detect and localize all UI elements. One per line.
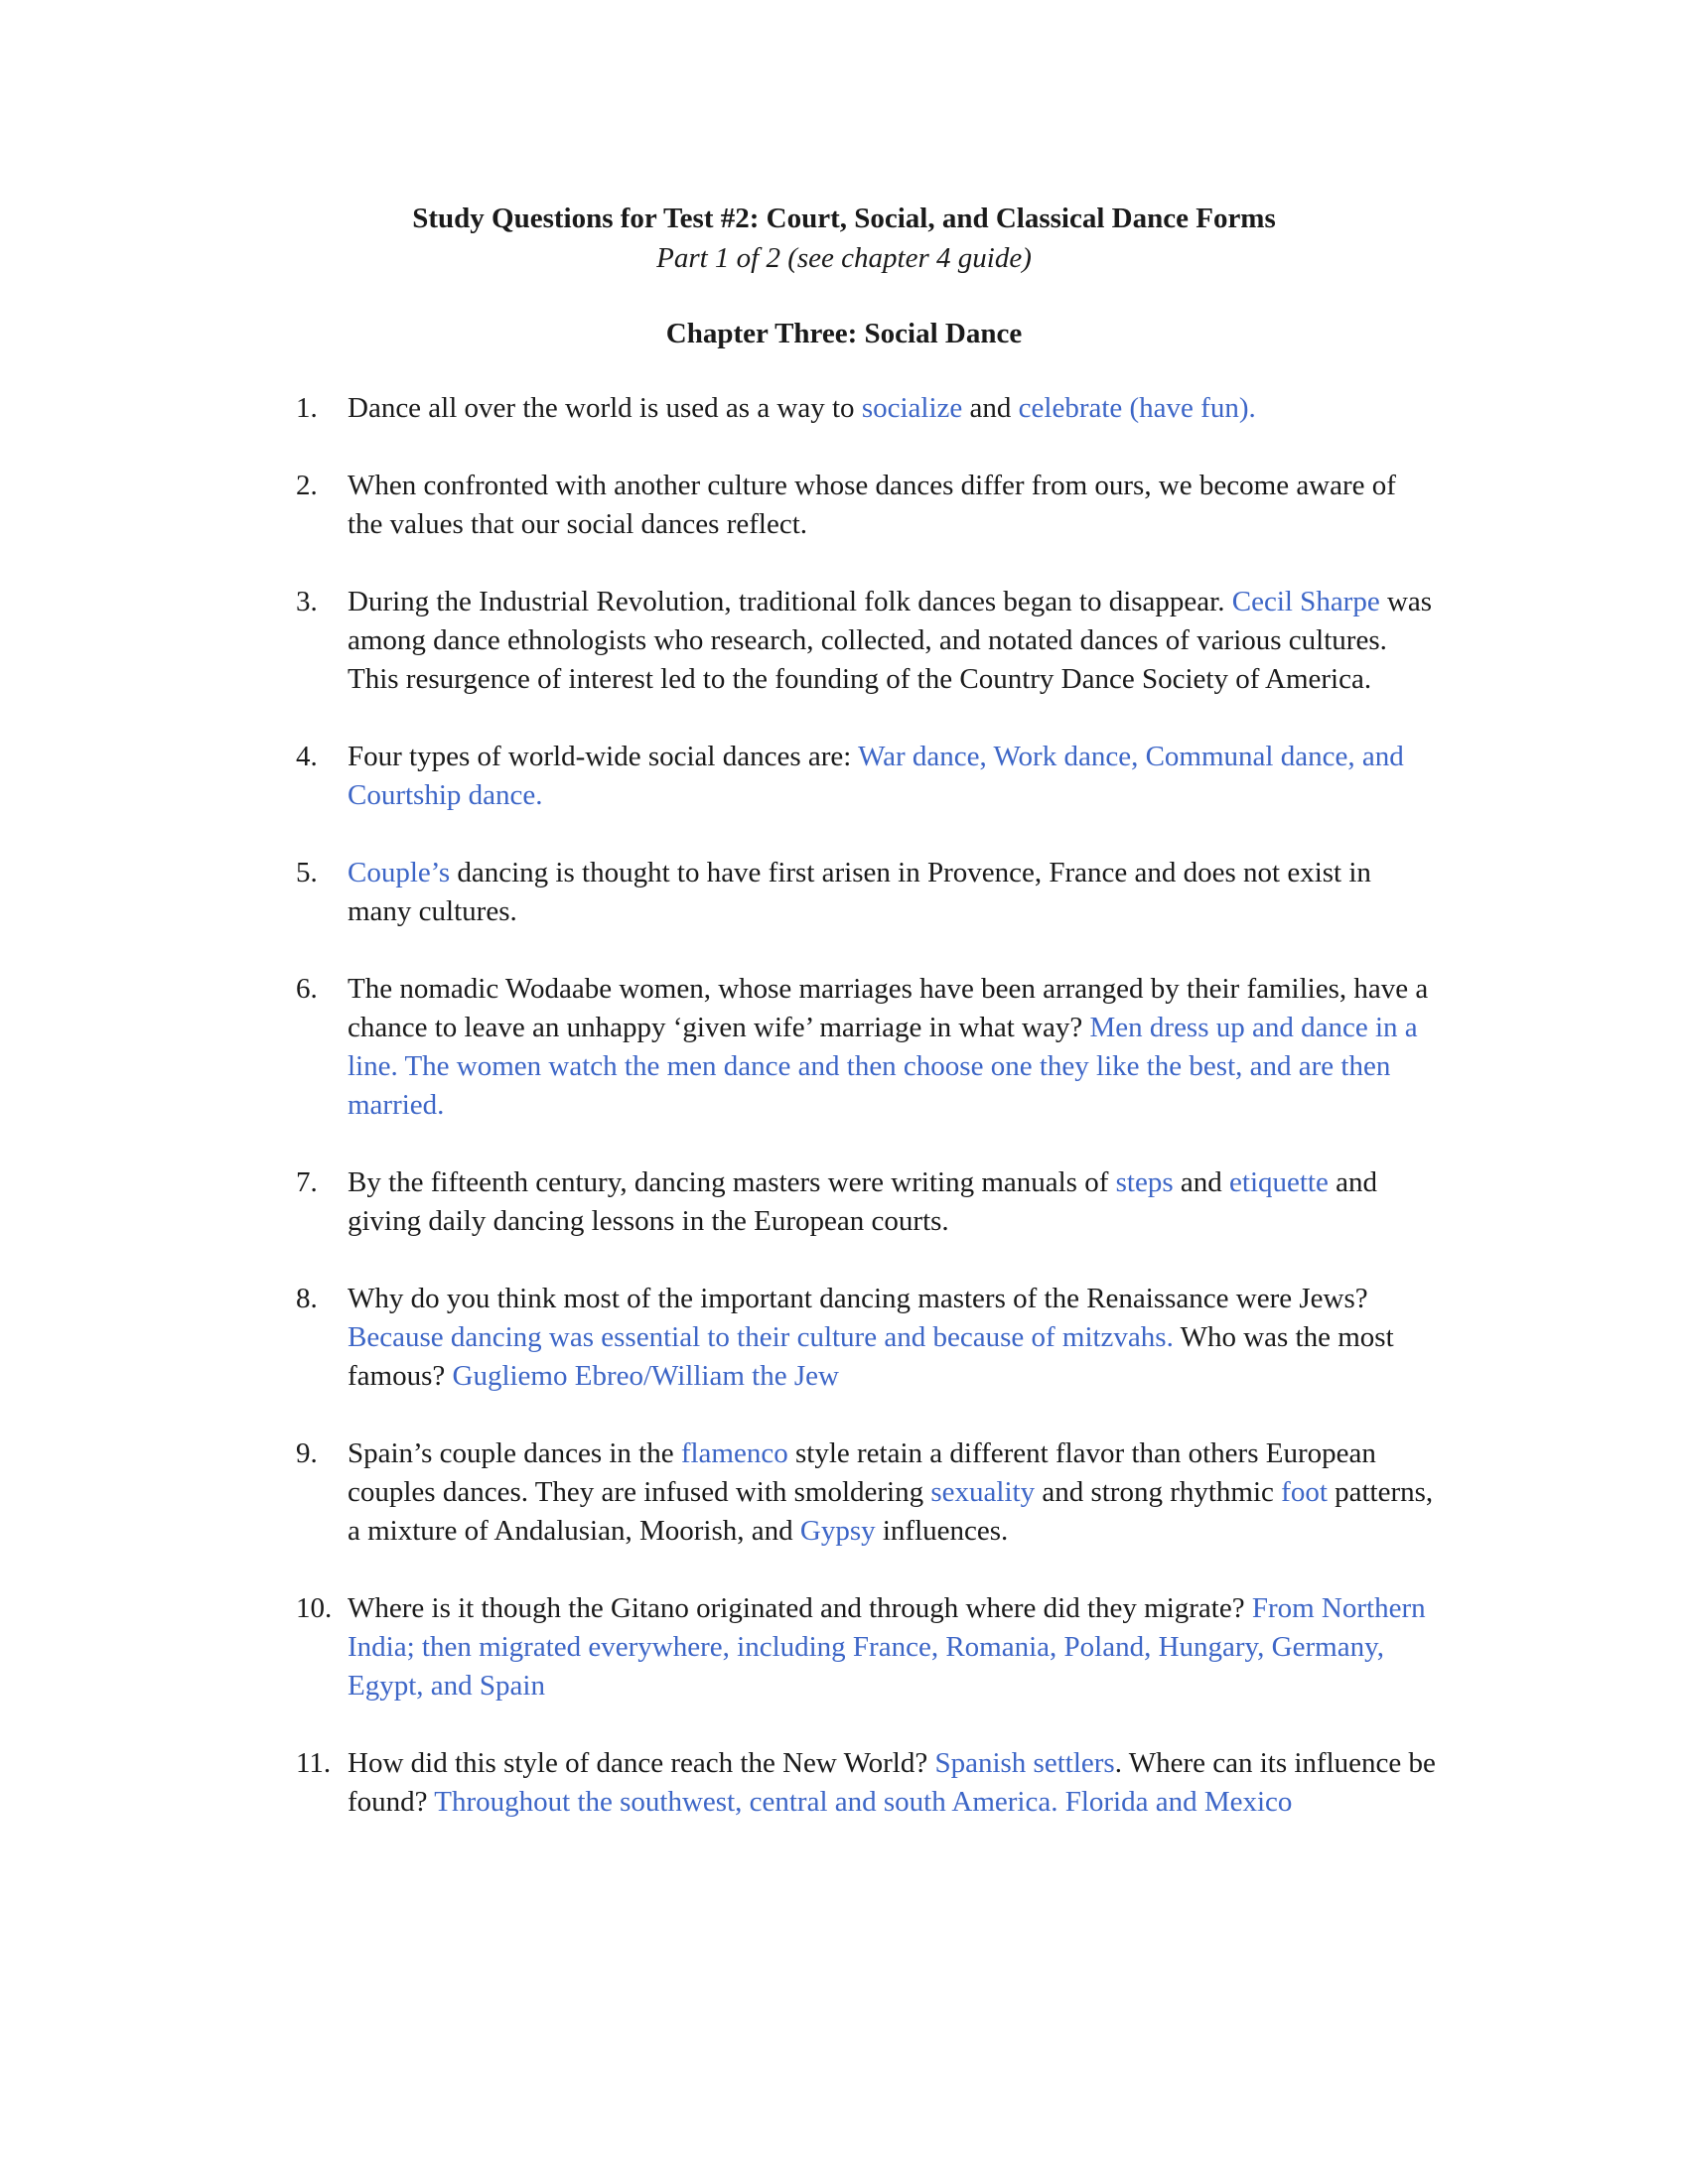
prompt-text: . Where can its influence be found?	[348, 1747, 1436, 1818]
question-item	[296, 467, 1438, 544]
answer-text: Because dancing was essential to their culture and because of mitzvahs.	[348, 1321, 1174, 1353]
prompt-text: Four types of world-wide social dances are:	[348, 741, 859, 772]
question-number: 11.	[296, 1747, 332, 1779]
prompt-text: patterns, a mixture of Andalusian, Moorish, and	[348, 1476, 1434, 1547]
answer-text: flamenco	[680, 1437, 788, 1469]
question-item	[296, 1434, 1438, 1551]
question-text	[348, 973, 1428, 1121]
question-text	[348, 857, 1371, 927]
question-item	[296, 970, 1438, 1125]
prompt-text: By the fifteenth century, dancing masters were writing manuals of	[348, 1166, 1116, 1198]
question-number: 8.	[296, 1283, 318, 1314]
document-header	[0, 199, 1688, 353]
question-item	[296, 1280, 1438, 1396]
question-text	[348, 1166, 1377, 1237]
answer-text: From Northern India; then migrated everywhere, including France, Romania, Poland, Hungary, Germany, Egypt, and Spain	[348, 1592, 1426, 1702]
prompt-text: When confronted with another culture whose dances differ from ours, we become aware of the values that our social dances reflect.	[348, 470, 1396, 540]
prompt-text: During the Industrial Revolution, traditional folk dances began to disappear.	[348, 586, 1232, 617]
question-number: 7.	[296, 1166, 318, 1198]
question-number: 4.	[296, 741, 318, 772]
question-text	[348, 1437, 1433, 1547]
prompt-text: Who was the most famous?	[348, 1321, 1394, 1392]
question-text	[348, 1747, 1436, 1818]
prompt-text: dancing is thought to have first arisen in Provence, France and does not exist in many cultures.	[348, 857, 1371, 927]
answer-text: celebrate (have fun).	[1018, 392, 1256, 424]
prompt-text: The nomadic Wodaabe women, whose marriages have been arranged by their families, have a chance to leave an unhappy ‘given wife’ marriage in what way?	[348, 973, 1429, 1043]
question-item	[296, 854, 1438, 931]
prompt-text: style retain a different flavor than others European couples dances. They are infused with smoldering	[348, 1437, 1376, 1508]
question-number: 9.	[296, 1437, 318, 1469]
prompt-text: was among dance ethnologists who research, collected, and notated dances of various cultures. This resurgence of interest led to the founding of the Country Dance Society of America.	[348, 586, 1433, 695]
prompt-text: influences.	[875, 1515, 1009, 1547]
question-text	[348, 1283, 1394, 1392]
prompt-text: Spain’s couple dances in the	[348, 1437, 681, 1469]
answer-text: etiquette	[1229, 1166, 1329, 1198]
prompt-text: and giving daily dancing lessons in the European courts.	[348, 1166, 1377, 1237]
prompt-text: Why do you think most of the important dancing masters of the Renaissance were Jews?	[348, 1283, 1368, 1314]
question-text	[348, 586, 1432, 695]
question-text	[348, 741, 1404, 811]
answer-text: Gypsy	[799, 1515, 876, 1547]
prompt-text: and	[962, 392, 1019, 424]
question-item	[296, 1744, 1438, 1822]
answer-text: Couple’s	[348, 857, 451, 888]
chapter-heading: Chapter Three: Social Dance	[665, 318, 1023, 349]
question-number: 3.	[296, 586, 318, 617]
question-list	[296, 389, 1438, 1860]
document-subtitle: Part 1 of 2 (see chapter 4 guide)	[656, 242, 1032, 274]
document-title: Study Questions for Test #2: Court, Social, and Classical Dance Forms	[412, 203, 1276, 234]
question-text	[348, 392, 1256, 424]
answer-text: socialize	[861, 392, 963, 424]
prompt-text: How did this style of dance reach the New World?	[348, 1747, 935, 1779]
answer-text: Men dress up and dance in a line. The women watch the men dance and then choose one they like the best, and are then married.	[348, 1012, 1418, 1121]
question-item	[296, 1589, 1438, 1706]
prompt-text: Dance all over the world is used as a way to	[348, 392, 862, 424]
answer-text: Throughout the southwest, central and south America. Florida and Mexico	[434, 1786, 1293, 1818]
prompt-text: and strong rhythmic	[1035, 1476, 1282, 1508]
answer-text: Gugliemo Ebreo/William the Jew	[452, 1360, 839, 1392]
question-text	[348, 1592, 1426, 1702]
answer-text: foot	[1281, 1476, 1328, 1508]
question-item	[296, 389, 1438, 428]
answer-text: War dance, Work dance, Communal dance, and Courtship dance.	[348, 741, 1404, 811]
question-item	[296, 738, 1438, 815]
answer-text: steps	[1115, 1166, 1174, 1198]
question-number: 1.	[296, 392, 318, 424]
answer-text: sexuality	[930, 1476, 1036, 1508]
question-item	[296, 1163, 1438, 1241]
answer-text: Spanish settlers	[934, 1747, 1115, 1779]
prompt-text: Where is it though the Gitano originated and through where did they migrate?	[348, 1592, 1252, 1624]
question-text	[348, 470, 1396, 540]
question-number: 5.	[296, 857, 318, 888]
question-item	[296, 583, 1438, 699]
question-number: 2.	[296, 470, 318, 501]
question-number: 10.	[296, 1592, 333, 1624]
question-number: 6.	[296, 973, 318, 1005]
answer-text: Cecil Sharpe	[1231, 586, 1380, 617]
prompt-text: and	[1173, 1166, 1230, 1198]
